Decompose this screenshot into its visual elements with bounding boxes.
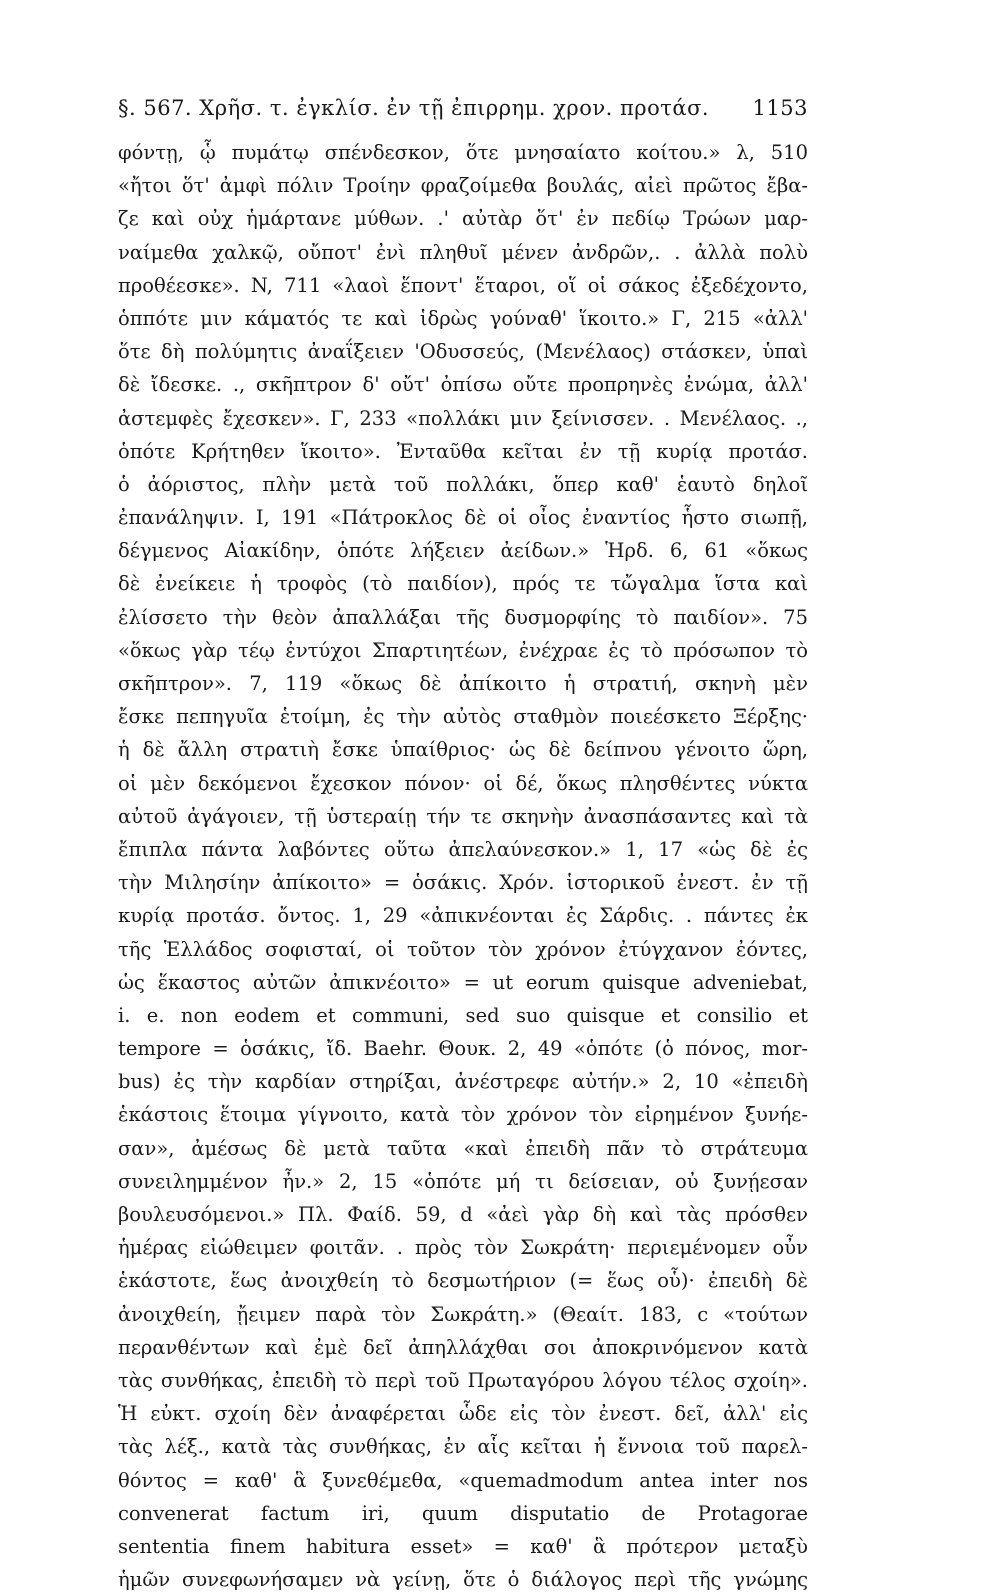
text-line: ζε καὶ οὐχ ἡμάρτανε μύθων. .' αὐτὰρ ὅτ' ἐν πεδίῳ Τρώων μαρ- <box>118 207 808 231</box>
text-line: σκῆπτρον». 7, 119 «ὅκως δὲ ἀπίκοιτο ἡ στρατιή, σκηνὴ μὲν <box>118 672 808 695</box>
text-line: ἐπανάληψιν. I, 191 «Πάτροκλος δὲ οἱ οἶος ἐναντίος ἧστο σιωπῇ, <box>118 506 808 530</box>
text-line: θόντος = καθ' ἃ ξυνεθέμεθα, «quemadmodum antea inter nos <box>118 1468 808 1492</box>
page-number: 1153 <box>752 96 808 120</box>
text-line: ἔπιπλα πάντα λαβόντες οὕτω ἀπελαύνεσκον.» 1, 17 «ὡς δὲ ἐς <box>118 837 808 861</box>
text-line: «ἤτοι ὅτ' ἀμφὶ πόλιν Τροίην φραζοίμεθα βουλάς, αἰεὶ πρῶτος ἔβα- <box>118 174 808 198</box>
text-line: ἐλίσσετο τὴν θεὸν ἀπαλλάξαι τῆς δυσμορφίης τὸ παιδίον». 75 <box>118 605 808 629</box>
text-line: bus) ἐς τὴν καρδίαν στηρίξαι, ἀνέστρεφε αὐτήν.» 2, 10 «ἐπειδὴ <box>118 1070 808 1094</box>
text-line: τὰς συνθήκας, ἐπειδὴ τὸ περὶ τοῦ Πρωταγόρου λόγου τέλος σχοίη». <box>118 1368 808 1392</box>
text-line: tempore = ὁσάκις, ἴδ. Baehr. Θουκ. 2, 49 «ὁπότε (ὁ πόνος, mor- <box>118 1037 808 1061</box>
running-head <box>118 96 808 120</box>
text-line: ἀνοιχθείη, ᾔειμεν παρὰ τὸν Σωκράτη.» (Θεαίτ. 183, c «τούτων <box>118 1302 808 1326</box>
text-line: κυρίᾳ προτάσ. ὄντος. 1, 29 «ἀπικνέονται ἐς Σάρδις. . πάντες ἐκ <box>118 904 808 928</box>
text-line: τῆς Ἑλλάδος σοφισταί, οἱ τοῦτον τὸν χρόνον ἐτύγχανον ἐόντες, <box>118 937 808 961</box>
text-line: ἡ δὲ ἄλλη στρατιὴ ἔσκε ὑπαίθριος· ὡς δὲ δείπνου γένοιτο ὥρη, <box>118 738 808 762</box>
text-line: ὅτε δὴ πολύμητις ἀναΐξειεν 'Οδυσσεύς, (Μενέλαος) στάσκεν, ὑπαὶ <box>118 340 808 364</box>
text-line: ὡς ἕκαστος αὐτῶν ἀπικνέοιτο» = ut eorum quisque adveniebat, <box>118 970 808 994</box>
text-line: οἱ μὲν δεκόμενοι ἔχεσκον πόνον· οἱ δέ, ὅκως πλησθέντες νύκτα <box>118 771 808 795</box>
section-heading: §. 567. Χρῆσ. τ. ἐγκλίσ. ἐν τῇ ἐπιρρημ. χρον. προτάσ. <box>118 96 710 120</box>
text-line: sententia finem habitura esset» = καθ' ἃ πρότερον μεταξὺ <box>118 1534 808 1558</box>
text-line: δέγμενος Αἰακίδην, ὁπότε λήξειεν ἀείδων.» Ἡρδ. 6, 61 «ὅκως <box>118 539 808 563</box>
book-page <box>118 96 808 1596</box>
text-line: περανθέντων καὶ ἐμὲ δεῖ ἀπηλλάχθαι σοι ἀποκρινόμενον κατὰ <box>118 1335 808 1359</box>
text-line: ἡμῶν συνεφωνήσαμεν νὰ γείνῃ, ὅτε ὁ διάλογος περὶ τῆς γνώμης <box>118 1568 808 1592</box>
text-line: ὁπότε Κρήτηθεν ἵκοιτο». Ἐνταῦθα κεῖται ἐν τῇ κυρίᾳ προτάσ. <box>118 439 808 463</box>
text-line: Ἡ εὐκτ. σχοίη δὲν ἀναφέρεται ὧδε εἰς τὸν ἐνεστ. δεῖ, ἀλλ' εἰς <box>118 1402 808 1426</box>
text-line: «ὅκως γὰρ τέῳ ἐντύχοι Σπαρτιητέων, ἐνέχραε ἐς τὸ πρόσωπον τὸ <box>118 638 808 662</box>
text-line: ἔσκε πεπηγυῖα ἑτοίμη, ἐς τὴν αὐτὸς σταθμὸν ποιεέσκετο Ξέρξης· <box>118 705 808 729</box>
text-line: ναίμεθα χαλκῷ, οὔποτ' ἐνὶ πληθυῖ μένεν ἀνδρῶν,. . ἀλλὰ πολὺ <box>118 240 808 264</box>
text-line: ὁππότε μιν κάματός τε καὶ ἱδρὼς γούναθ' ἵκοιτο.» Γ, 215 «ἀλλ' <box>118 306 808 330</box>
text-line: δὲ ἐνείκειε ἡ τροφὸς (τὸ παιδίον), πρός τε τὤγαλμα ἵστα καὶ <box>118 572 808 596</box>
text-line: ἑκάστοτε, ἕως ἀνοιχθείη τὸ δεσμωτήριον (= ἕως οὗ)· ἐπειδὴ δὲ <box>118 1269 808 1293</box>
text-line: ἑκάστοις ἕτοιμα γίγνοιτο, κατὰ τὸν χρόνον τὸν εἰρημένον ξυνήε- <box>118 1103 808 1127</box>
text-line: convenerat factum iri, quum disputatio de Protagorae <box>118 1501 808 1525</box>
text-line: βουλευσόμενοι.» Πλ. Φαίδ. 59, d «ἀεὶ γὰρ δὴ καὶ τὰς πρόσθεν <box>118 1203 808 1226</box>
text-line: i. e. non eodem et communi, sed suo quisque et consilio et <box>118 1003 808 1027</box>
text-line: αὐτοῦ ἀγάγοιεν, τῇ ὑστεραίῃ τήν τε σκηνὴν ἀνασπάσαντες καὶ τὰ <box>118 804 808 828</box>
text-line: φόντῃ, ᾧ πυμάτῳ σπένδεσκον, ὅτε μνησαίατο κοίτου.» λ, 510 <box>118 141 808 164</box>
text-line: ἡμέρας εἰώθειμεν φοιτᾶν. . πρὸς τὸν Σωκράτη· περιεμένομεν οὖν <box>118 1236 808 1260</box>
text-line: τὴν Μιλησίην ἀπίκοιτο» = ὁσάκις. Χρόν. ἱστορικοῦ ἐνεστ. ἐν τῇ <box>118 871 808 895</box>
body-text <box>118 136 808 1596</box>
text-line: σαν», ἀμέσως δὲ μετὰ ταῦτα «καὶ ἐπειδὴ πᾶν τὸ στράτευμα <box>118 1136 808 1160</box>
text-line: ἀστεμφὲς ἔχεσκεν». Γ, 233 «πολλάκι μιν ξείνισσεν. . Μενέλαος. ., <box>118 406 808 430</box>
text-line: δὲ ἴδεσκε. ., σκῆπτρον δ' οὔτ' ὀπίσω οὔτε προπρηνὲς ἐνώμα, ἀλλ' <box>118 373 808 397</box>
text-line: προθέεσκε». N, 711 «λαοὶ ἕποντ' ἕταροι, οἵ οἱ σάκος ἐξεδέχοντο, <box>118 273 808 297</box>
text-line: ὁ ἀόριστος, πλὴν μετὰ τοῦ πολλάκι, ὅπερ καθ' ἑαυτὸ δηλοῖ <box>118 472 808 496</box>
text-line: τὰς λέξ., κατὰ τὰς συνθήκας, ἐν αἷς κεῖται ἡ ἔννοια τοῦ παρελ- <box>118 1435 808 1459</box>
text-line: συνειλημμένον ἦν.» 2, 15 «ὁπότε μή τι δείσειαν, οὐ ξυνῄεσαν <box>118 1169 808 1193</box>
